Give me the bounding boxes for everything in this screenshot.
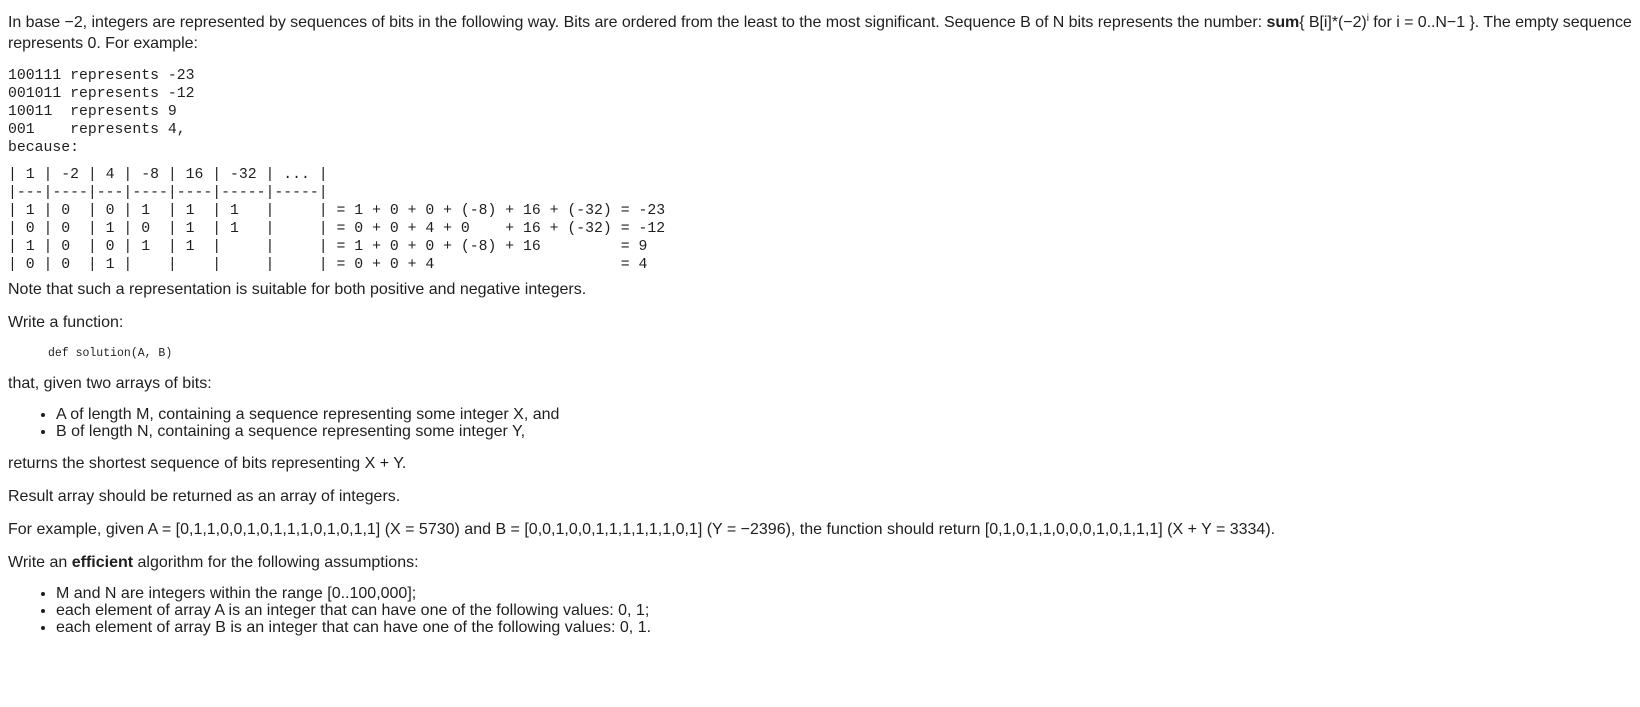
assumptions-list: [8, 585, 1632, 636]
table-header-row: | 1 | -2 | 4 | -8 | 16 | -32 | ... |: [8, 167, 328, 183]
example-line: 100111 represents -23: [8, 68, 195, 84]
list-item: • each element of array A is an integer that can have one of the following values: 0, 1;: [56, 602, 1632, 619]
given-text: that, given two arrays of bits:: [8, 375, 212, 392]
table-row: | 1 | 0 | 0 | 1 | 1 | 1 | | = 1 + 0 + 0 + (-8) + 16 + (-32) = -23: [8, 203, 666, 219]
efficient-text: [8, 552, 1632, 573]
examples-block: [8, 67, 1632, 157]
list-item: • A of length M, containing a sequence representing some integer X, and: [56, 406, 1632, 423]
ascii-table: [8, 166, 1632, 274]
efficient-before: Write an: [8, 554, 72, 571]
list-item: • M and N are integers within the range [0..100,000];: [56, 585, 1632, 602]
table-row: | 0 | 0 | 1 | 0 | 1 | 1 | | = 0 + 0 + 4 + 0 + 16 + (-32) = -12: [8, 221, 666, 237]
table-row: | 1 | 0 | 0 | 1 | 1 | | | = 1 + 0 + 0 + (-8) + 16 = 9: [8, 239, 648, 255]
efficient-after: algorithm for the following assumptions:: [133, 554, 419, 571]
sum-formula: { B[i]*(−2): [1299, 14, 1367, 31]
list-item: • each element of array B is an integer that can have one of the following values: 0, 1.: [56, 619, 1632, 636]
efficient-bold: efficient: [71, 554, 134, 571]
example-line: 001 represents 4,: [8, 122, 186, 138]
write-function-text: Write a function:: [8, 314, 124, 331]
sum-exponent: i: [1366, 13, 1369, 24]
note-paragraph: Note that such a representation is suitable for both positive and negative integers.: [8, 281, 587, 298]
given-list: [8, 406, 1632, 440]
intro-text-end: for i = 0..N−1 }. The empty sequence represents 0. For example:: [8, 14, 1632, 52]
result-text: Result array should be returned as an array of integers.: [8, 488, 401, 505]
sum-bold: sum: [1266, 14, 1300, 31]
table-row: | 0 | 0 | 1 | | | | | = 0 + 0 + 4 = 4: [8, 257, 648, 273]
function-signature: def solution(A, B): [48, 347, 173, 360]
example-text: For example, given A = [0,1,1,0,0,1,0,1,1,1,0,1,0,1,1] (X = 5730) and B = [0,0,1,0,0,1,1,1,1,1,1,0,1] (Y = −2396), the function should return [0,1,0,1,1,0,0,0,1,0,1,1,1] (X + Y = 3334).: [8, 521, 1276, 538]
returns-text: returns the shortest sequence of bits representing X + Y.: [8, 455, 407, 472]
table-separator: |---|----|---|----|----|-----|-----|: [8, 185, 328, 201]
intro-text: In base −2, integers are represented by sequences of bits in the following way. Bits are ordered from the least to the most significant. Sequence B of N bits represents the number:: [8, 14, 1267, 31]
example-line: 001011 represents -12: [8, 86, 195, 102]
because-line: because:: [8, 140, 80, 156]
example-line: 10011 represents 9: [8, 104, 177, 120]
list-item: • B of length N, containing a sequence representing some integer Y,: [56, 423, 1632, 440]
intro-paragraph: [8, 12, 1640, 54]
